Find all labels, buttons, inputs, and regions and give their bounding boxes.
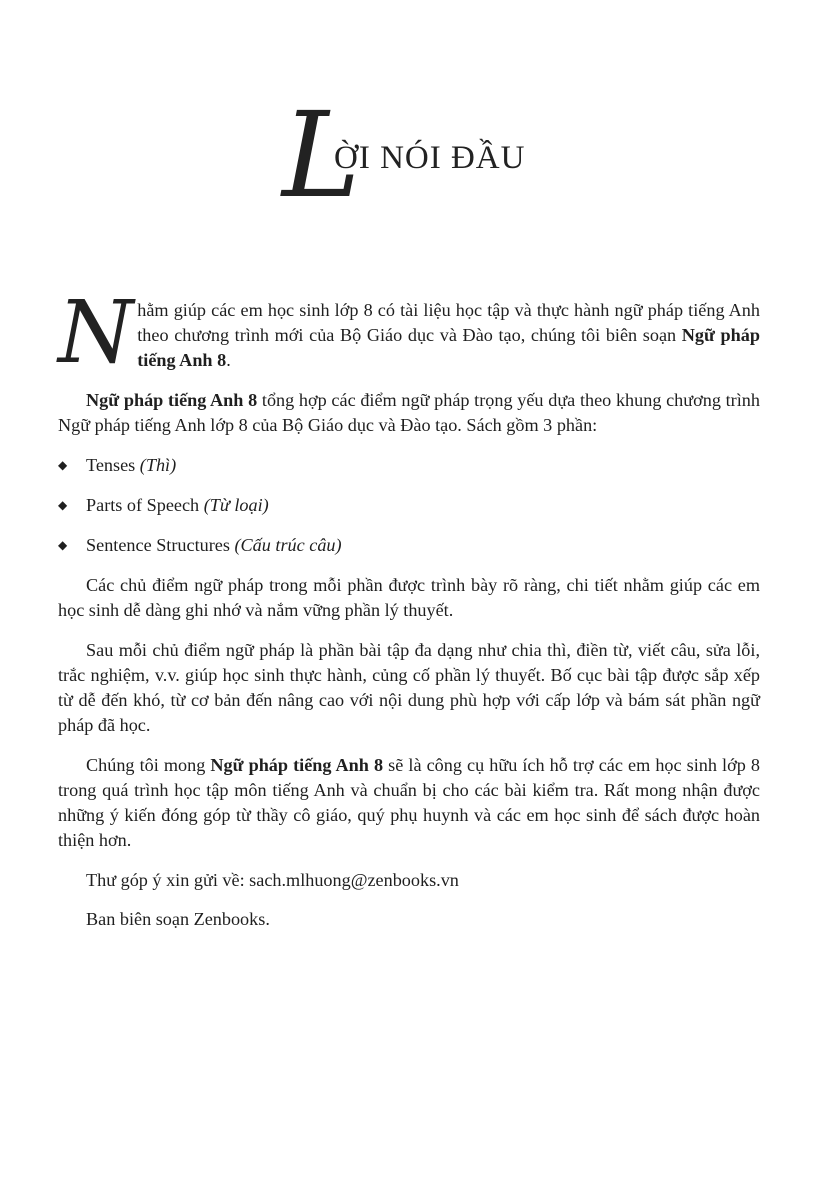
list-item: [58, 493, 760, 518]
signature-line: Ban biên soạn Zenbooks.: [86, 909, 270, 929]
closing-text-a: Chúng tôi mong: [86, 755, 211, 775]
closing-paragraph: [58, 753, 760, 853]
part-translation: (Thì): [139, 455, 177, 475]
intro-text-b: .: [226, 350, 231, 370]
page-title: [282, 86, 542, 224]
diamond-bullet-icon: ◆: [58, 458, 68, 472]
topics-paragraph: Các chủ điểm ngữ pháp trong mỗi phần được trình bày rõ ràng, chi tiết nhằm giúp các em học sinh dễ dàng ghi nhớ và nắm vững phần lý thuyết.: [58, 575, 760, 620]
closing-text-b: sẽ là công cụ hữu ích hỗ trợ các em học sinh lớp 8 trong quá trình học tập môn tiếng Anh và chuẩn bị cho các bài kiểm tra. Rất mong nhận được những ý kiến đóng góp từ thầy cô giáo, quý phụ huynh và các em học sinh để sách được hoàn thiện hơn.: [58, 755, 760, 850]
title-text: ỜI NÓI ĐẦU: [334, 140, 526, 176]
list-item: [58, 533, 760, 558]
diamond-bullet-icon: ◆: [58, 538, 68, 552]
summary-text: tổng hợp các điểm ngữ pháp trọng yếu dựa theo khung chương trình Ngữ pháp tiếng Anh lớp 8 của Bộ Giáo dục và Đào tạo. Sách gồm 3 phần:: [58, 390, 760, 435]
part-translation: (Cấu trúc câu): [234, 535, 342, 555]
summary-book-name: Ngữ pháp tiếng Anh 8: [86, 390, 258, 410]
part-name: Parts of Speech: [86, 495, 200, 515]
contact-line: Thư góp ý xin gửi về: sach.mlhuong@zenbooks.vn: [86, 870, 459, 890]
part-name: Tenses: [86, 455, 136, 475]
preface-body: [58, 258, 760, 946]
intro-book-name: Ngữ pháp tiếng Anh 8: [137, 325, 760, 370]
parts-list: [58, 453, 760, 558]
exercises-paragraph: Sau mỗi chủ điểm ngữ pháp là phần bài tập đa dạng như chia thì, điền từ, viết câu, sửa lỗi, trắc nghiệm, v.v. giúp học sinh thực hành, củng cố phần lý thuyết. Bố cục bài tập được sắp xếp từ dễ đến khó, từ cơ bản đến nâng cao với nội dung phù hợp với cấp lớp và bám sát phần ngữ pháp đã học.: [58, 640, 760, 735]
list-item: [58, 453, 760, 478]
closing-book-name: Ngữ pháp tiếng Anh 8: [210, 755, 384, 775]
part-name: Sentence Structures: [86, 535, 230, 555]
intro-paragraph: [58, 283, 760, 383]
part-translation: (Từ loại): [203, 495, 269, 515]
diamond-bullet-icon: ◆: [58, 498, 68, 512]
drop-cap-initial: N: [58, 283, 134, 383]
title-initial: L: [282, 86, 361, 224]
intro-text-a: hằm giúp các em học sinh lớp 8 có tài liệu học tập và thực hành ngữ pháp tiếng Anh theo chương trình mới của Bộ Giáo dục và Đào tạo, chúng tôi biên soạn: [137, 300, 760, 345]
summary-paragraph: [58, 388, 760, 438]
